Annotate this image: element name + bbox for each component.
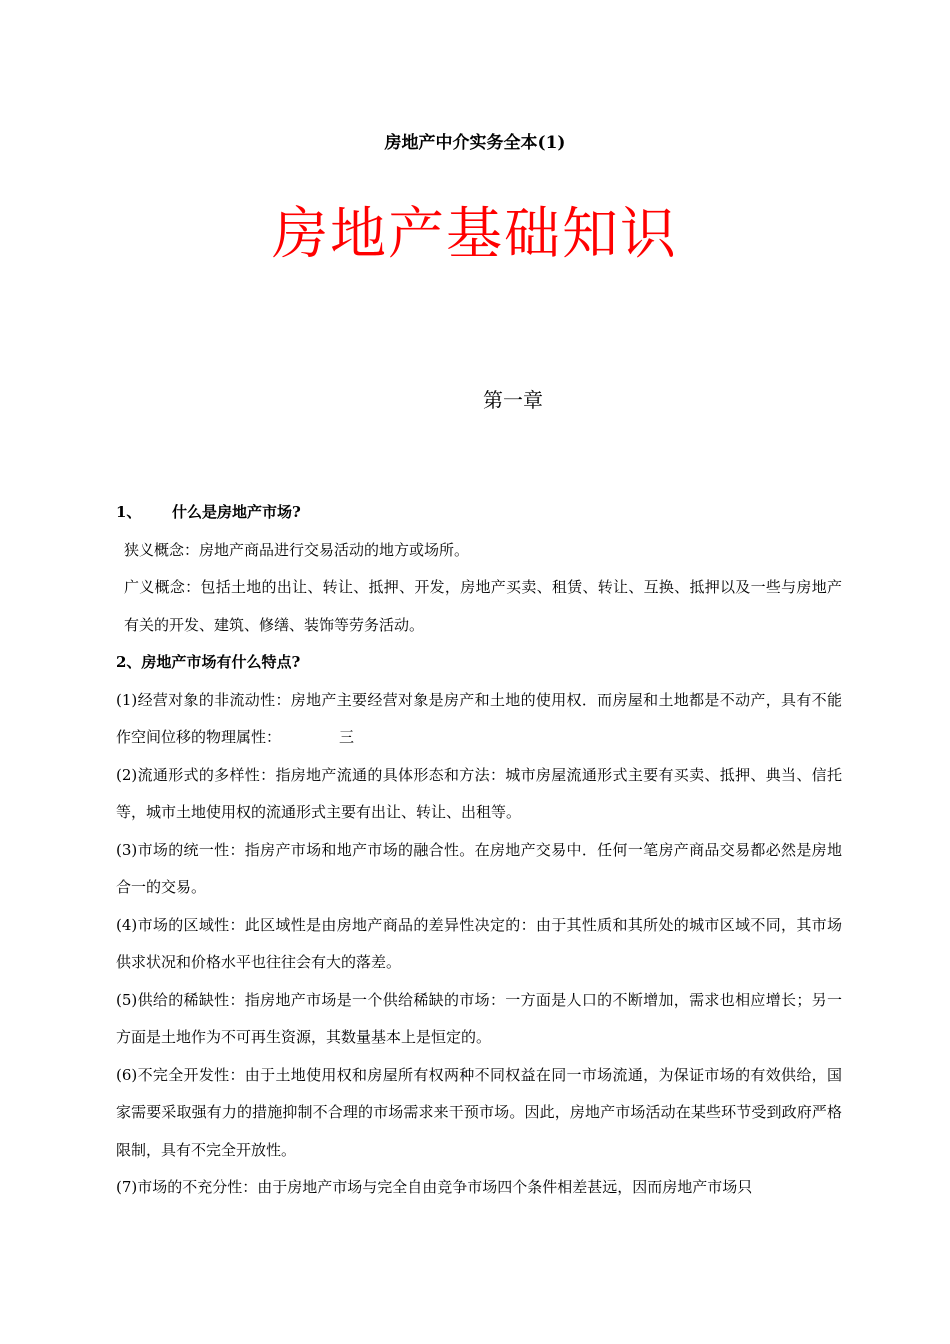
question-2-heading: 2、房地产市场有什么特点?: [116, 653, 301, 671]
document-body: [116, 494, 842, 1207]
feature-item-3: (3)市场的统一性：指房产市场和地产市场的融合性。在房地产交易中．任何一笔房产商品交易都必然是房地合一的交易。: [116, 840, 842, 896]
feature-item-5: (5)供给的稀缺性：指房地产市场是一个供给稀缺的市场：一方面是人口的不断增加，需求也相应增长；另一方面是土地作为不可再生资源，其数量基本上是恒定的。: [116, 990, 842, 1046]
feature-item-1-text: (1)经营对象的非流动性：房地产主要经营对象是房产和土地的使用权．而房屋和土地都是不动产，具有不能作空间位移的物理属性：: [116, 690, 842, 746]
stray-mark: 三: [339, 728, 355, 746]
feature-item-6: (6)不完全开发性：由于土地使用权和房屋所有权两种不同权益在同一市场流通，为保证市场的有效供给，国家需要采取强有力的措施抑制不合理的市场需求来干预市场。因此，房地产市场活动在某些环节受到政府严格限制，具有不完全开放性。: [116, 1065, 842, 1159]
narrow-definition: 狭义概念：房地产商品进行交易活动的地方或场所。: [124, 540, 470, 559]
feature-item-4: (4)市场的区域性：此区域性是由房地产商品的差异性决定的：由于其性质和其所处的城市区域不同，其市场供求状况和价格水平也往往会有大的落差。: [116, 915, 842, 971]
document-title: 房地产中介实务全本(1): [384, 133, 566, 153]
feature-item-7: (7)市场的不充分性：由于房地产市场与完全自由竞争市场四个条件相差甚远，因而房地产市场只: [116, 1178, 753, 1196]
broad-definition: 广义概念：包括土地的出让、转让、抵押、开发，房地产买卖、租赁、转让、互换、抵押以及一些与房地产有关的开发、建筑、修缮、装饰等劳务活动。: [124, 578, 842, 634]
question-1-number: 1、: [116, 503, 142, 521]
question-1-text: 什么是房地产市场?: [172, 503, 301, 521]
question-1-heading: [116, 494, 842, 532]
chapter-heading: 第一章: [483, 388, 543, 412]
feature-item-1: [116, 682, 842, 757]
feature-item-2: (2)流通形式的多样性：指房地产流通的具体形态和方法：城市房屋流通形式主要有买卖、抵押、典当、信托等，城市土地使用权的流通形式主要有出让、转让、出租等。: [116, 765, 842, 821]
main-heading: 房地产基础知识: [272, 202, 678, 267]
